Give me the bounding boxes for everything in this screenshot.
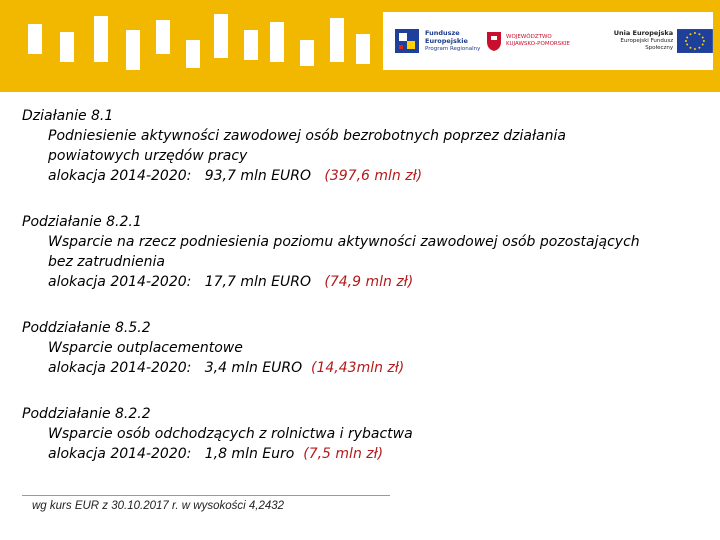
decor-block bbox=[94, 16, 108, 62]
description-line: bez zatrudnienia bbox=[48, 254, 165, 270]
measure-title: Poddziałanie 8.5.2 bbox=[22, 320, 151, 336]
region-line1: WOJEWÓDZTWO bbox=[506, 34, 552, 40]
logo-strip bbox=[383, 12, 713, 70]
allocation-text: alokacja 2014-2020: 93,7 mln EURO bbox=[48, 168, 325, 184]
decor-block bbox=[186, 40, 200, 68]
decor-block bbox=[330, 18, 344, 62]
region-line2: KUJAWSKO-POMORSKIE bbox=[506, 41, 570, 47]
fundusze-line3: Program Regionalny bbox=[425, 45, 481, 52]
region-logo bbox=[485, 12, 570, 70]
decor-block bbox=[214, 14, 228, 58]
allocation-text: alokacja 2014-2020: 3,4 mln EURO bbox=[48, 360, 312, 376]
decor-block bbox=[356, 34, 370, 64]
allocation-amount-pln: (14,43mln zł) bbox=[311, 360, 405, 376]
allocation-block bbox=[22, 106, 712, 186]
allocation-line bbox=[22, 166, 712, 186]
allocation-text: alokacja 2014-2020: 1,8 mln Euro bbox=[48, 446, 304, 462]
fundusze-logo bbox=[393, 12, 480, 70]
decor-block bbox=[156, 20, 170, 54]
allocation-line bbox=[22, 358, 712, 378]
eu-logo bbox=[591, 12, 713, 70]
allocation-block bbox=[22, 404, 712, 464]
decor-block bbox=[28, 24, 42, 54]
allocation-block bbox=[22, 318, 712, 378]
region-crest-icon bbox=[485, 30, 503, 52]
eu-line1: Unia Europejska bbox=[613, 29, 674, 37]
exchange-rate-footnote: wg kurs EUR z 30.10.2017 r. w wysokości 4,2432 bbox=[32, 500, 285, 512]
fundusze-line2: Europejskie bbox=[425, 36, 468, 45]
footnote-divider bbox=[22, 495, 390, 496]
decor-block bbox=[244, 30, 258, 60]
measure-description bbox=[22, 424, 712, 444]
fundusze-line1: Fundusze bbox=[425, 28, 460, 37]
measure-title: Działanie 8.1 bbox=[22, 108, 114, 124]
decor-block bbox=[60, 32, 74, 62]
measure-title: Podziałanie 8.2.1 bbox=[22, 214, 142, 230]
allocation-line bbox=[22, 272, 712, 292]
eu-line2: Europejski Fundusz Społeczny bbox=[620, 38, 674, 51]
allocation-block bbox=[22, 212, 712, 292]
description-line: Wsparcie na rzecz podniesienia poziomu aktywności zawodowej osób pozostających bbox=[48, 234, 640, 250]
header-banner bbox=[0, 0, 720, 92]
measure-title: Poddziałanie 8.2.2 bbox=[22, 406, 151, 422]
description-line: Wsparcie outplacementowe bbox=[48, 340, 243, 356]
allocation-text: alokacja 2014-2020: 17,7 mln EURO bbox=[48, 274, 325, 290]
description-line: powiatowych urzędów pracy bbox=[48, 148, 248, 164]
allocation-line bbox=[22, 444, 712, 464]
eu-flag-icon bbox=[677, 29, 713, 53]
allocation-amount-pln: (74,9 mln zł) bbox=[324, 274, 414, 290]
description-line: Podniesienie aktywności zawodowej osób bezrobotnych poprzez działania bbox=[48, 128, 566, 144]
allocation-amount-pln: (7,5 mln zł) bbox=[303, 446, 384, 462]
fundusze-emblem-icon bbox=[393, 27, 421, 55]
decor-block bbox=[270, 22, 284, 62]
measure-description bbox=[22, 338, 712, 358]
description-line: Wsparcie osób odchodzących z rolnictwa i rybactwa bbox=[48, 426, 413, 442]
allocation-amount-pln: (397,6 mln zł) bbox=[324, 168, 423, 184]
decor-block bbox=[126, 30, 140, 70]
allocation-list bbox=[22, 106, 712, 490]
decor-block bbox=[300, 40, 314, 66]
measure-description bbox=[22, 232, 712, 272]
measure-description bbox=[22, 126, 712, 166]
